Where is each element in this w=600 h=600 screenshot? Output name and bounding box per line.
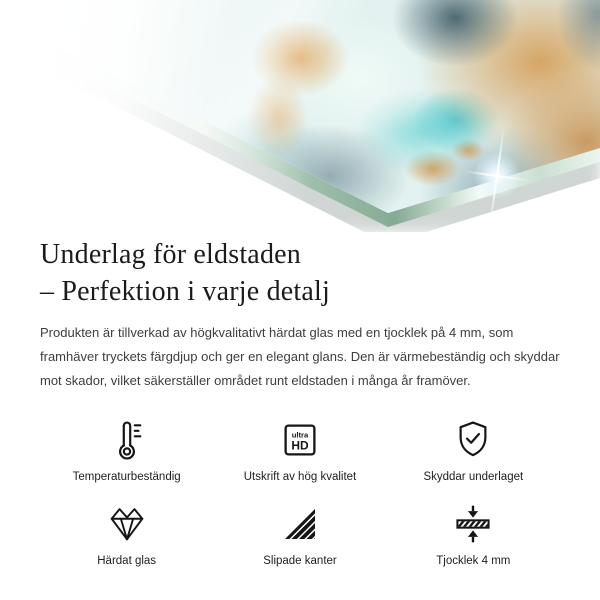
product-info [0,236,600,567]
feature-label: Tjocklek 4 mm [436,555,511,567]
page-title [40,236,560,310]
feature-label: Skyddar underlaget [423,471,524,483]
feature-label: Slipade kanter [263,555,337,567]
feature-protects-surface [387,417,560,483]
shield-check-icon [451,417,495,463]
feature-temperature [40,417,213,483]
thickness-compress-icon [451,501,495,547]
feature-label: Temperaturbeständig [72,471,181,483]
feature-label: Utskrift av hög kvalitet [243,471,357,483]
features-grid [40,417,560,567]
feature-tempered-glass [40,501,213,567]
feature-thickness [387,501,560,567]
hero-white-fade [0,0,600,232]
page-title-line2: – Perfektion i varje detalj [40,276,330,307]
thermometer-icon [105,417,149,463]
product-description: Produkten är tillverkad av högkvalitativt härdat glas med en tjocklek på 4 mm, som framhäver tryckets färgdjup och ger en elegant glans. Den är värmebeständig och skyddar mot skador, vilket säkerställer området runt eldstaden i många år framöver. [40,325,560,388]
svg-text:HD: HD [291,438,309,453]
ultra-hd-badge-icon [277,417,323,463]
feature-print-quality [213,417,386,483]
beveled-edges-icon [280,501,320,547]
product-hero-image [0,0,600,232]
page-title-line1: Underlag för eldstaden [40,239,301,270]
diamond-icon [106,501,148,547]
feature-polished-edges [213,501,386,567]
feature-label: Härdat glas [97,555,157,567]
svg-text:ultra: ultra [291,430,309,440]
